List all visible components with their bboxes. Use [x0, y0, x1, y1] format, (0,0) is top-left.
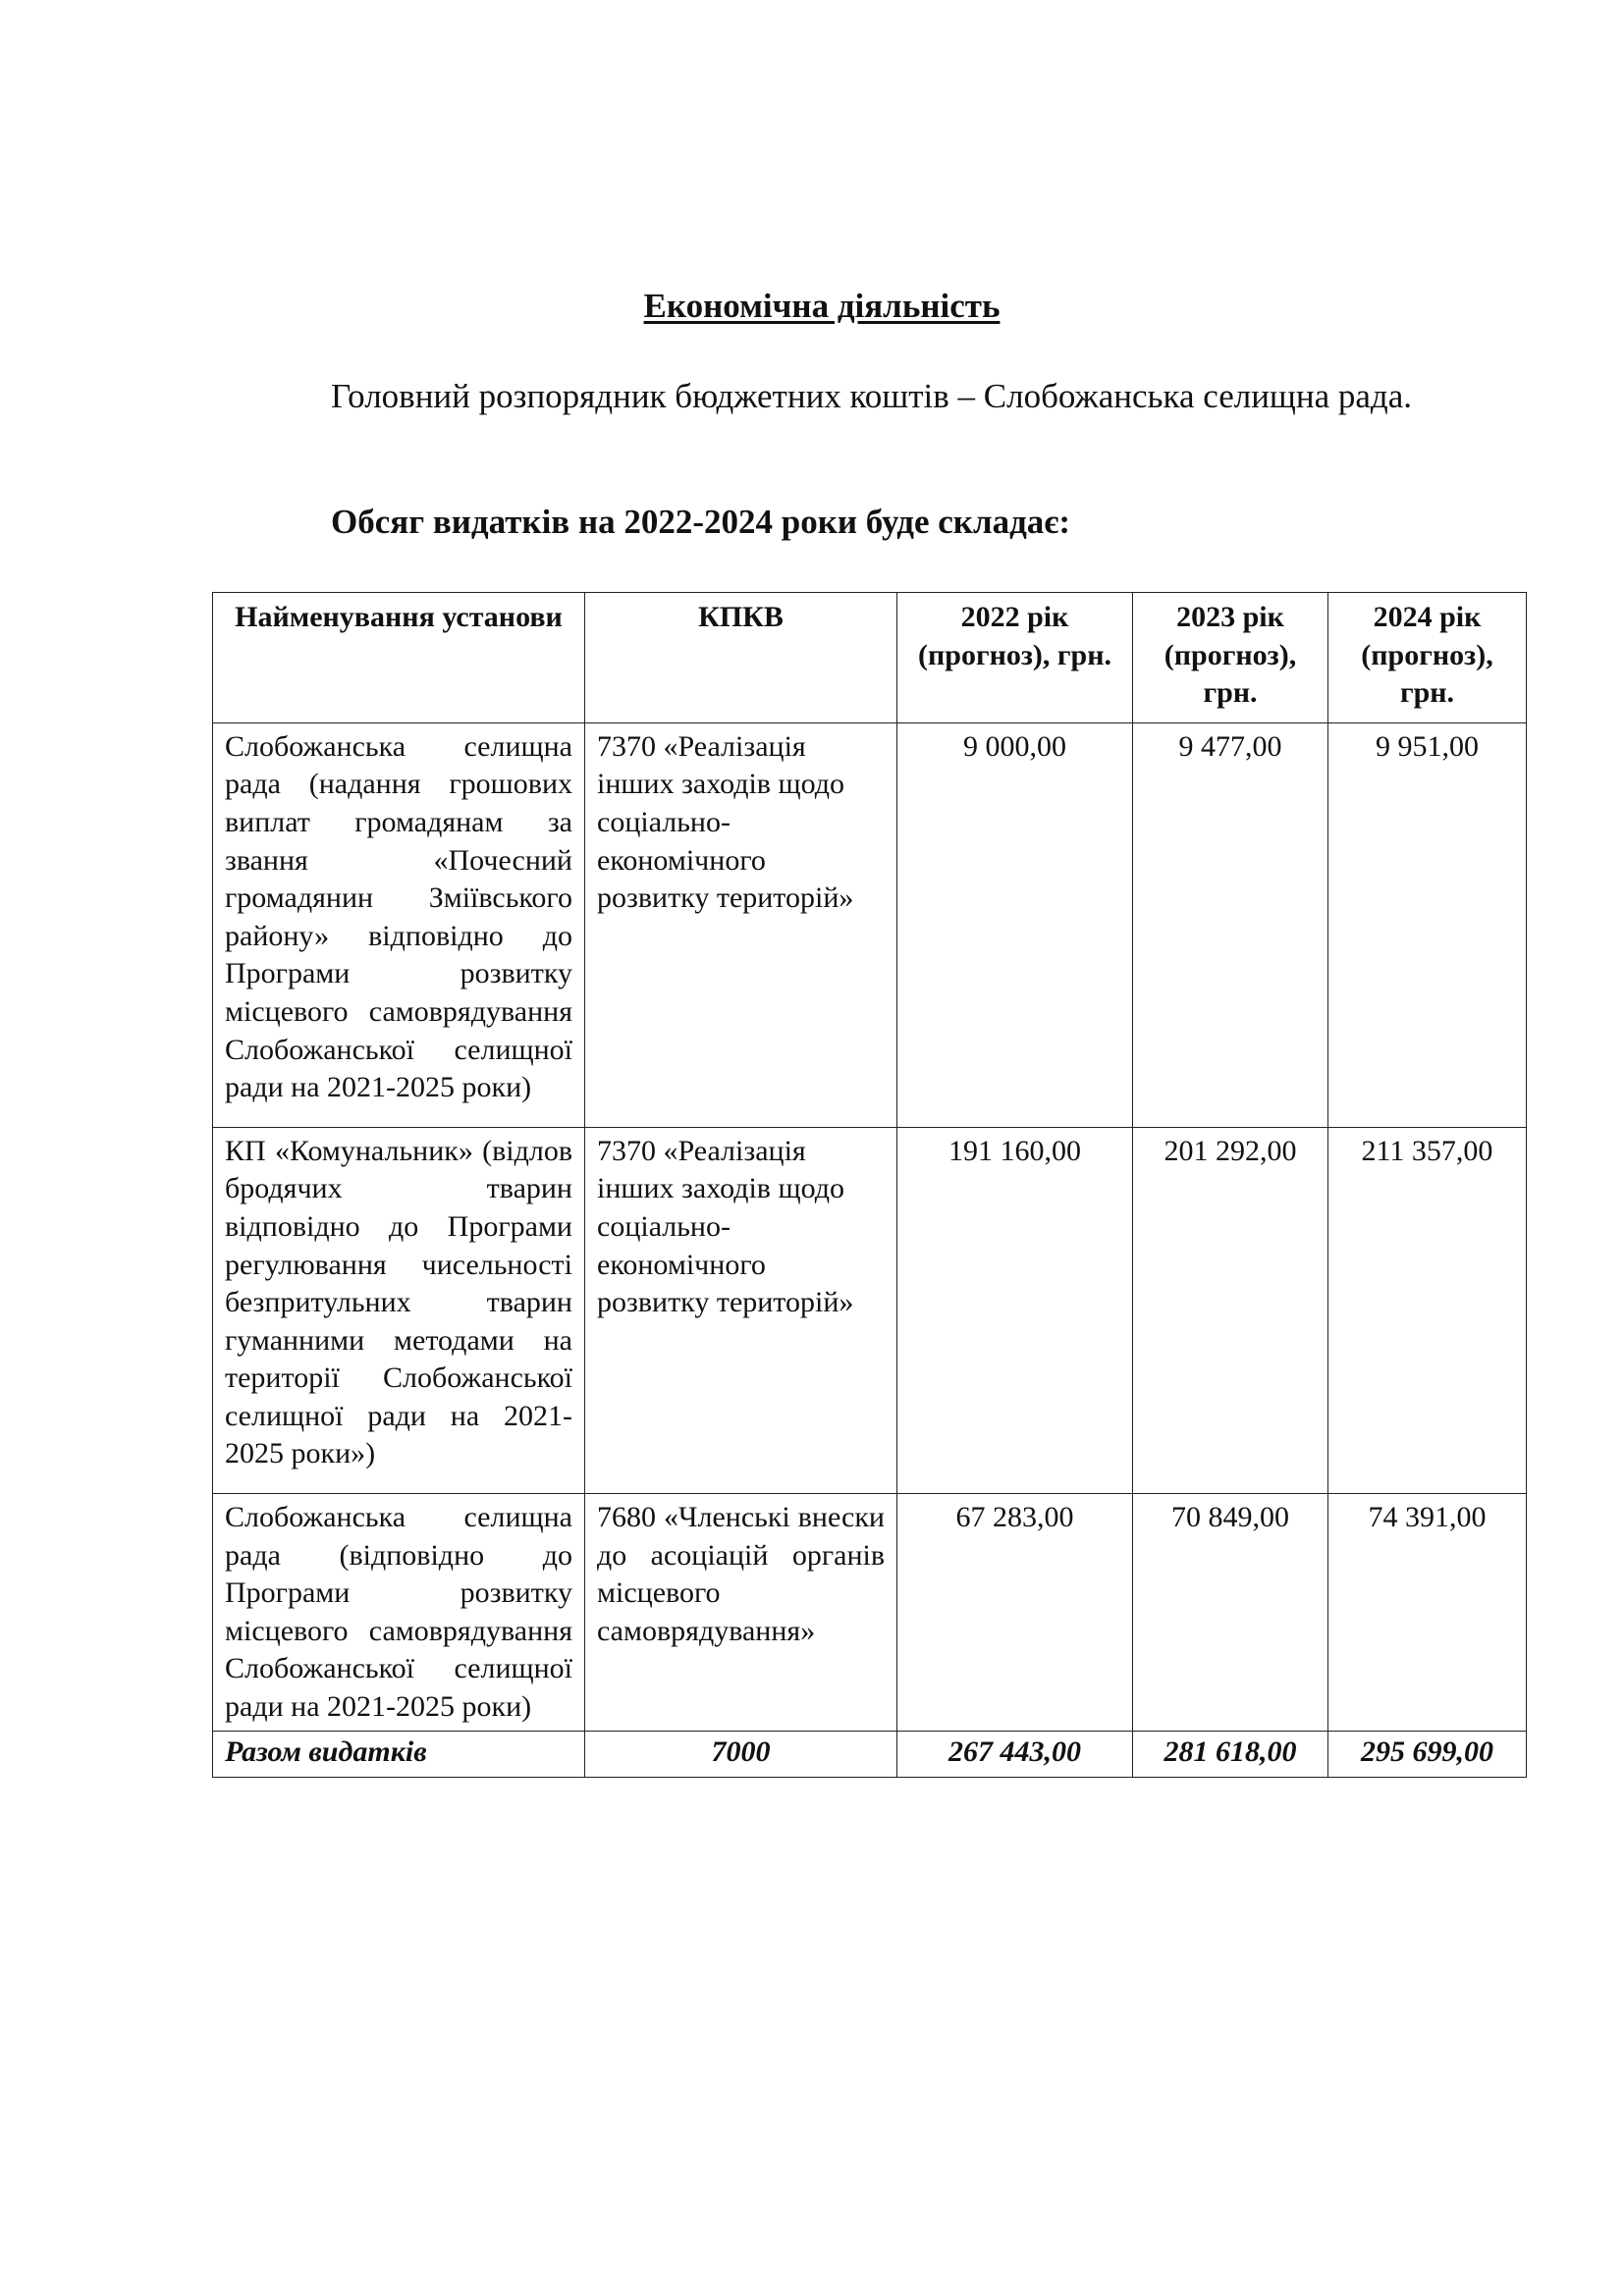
total-label: Разом видатків — [213, 1731, 585, 1778]
section-title — [0, 285, 1624, 328]
table-total-row — [213, 1731, 1527, 1778]
row-institution: Слобожанська селищна рада (відповідно до Програми розвитку місцевого самоврядування Слобожанської селищної ради на 2021-2025 роки) — [213, 1494, 585, 1732]
table-row — [213, 1494, 1527, 1732]
row-value-2024: 9 951,00 — [1328, 722, 1527, 1127]
expenditure-table — [212, 592, 1527, 1778]
row-value-2022: 191 160,00 — [897, 1127, 1133, 1493]
row-value-2024: 74 391,00 — [1328, 1494, 1527, 1732]
row-value-2022: 9 000,00 — [897, 722, 1133, 1127]
table-caption: Обсяг видатків на 2022-2024 роки буде складає: — [331, 503, 1071, 541]
total-2022: 267 443,00 — [897, 1731, 1133, 1778]
total-2024: 295 699,00 — [1328, 1731, 1527, 1778]
intro-paragraph: Головний розпорядник бюджетних коштів – Слобожанська селищна рада. — [331, 377, 1413, 415]
row-kpkv: 7370 «Реалізація інших заходів щодо соціально-економічного розвитку територій» — [585, 722, 897, 1127]
row-value-2023: 70 849,00 — [1133, 1494, 1328, 1732]
row-value-2023: 9 477,00 — [1133, 722, 1328, 1127]
row-kpkv: 7370 «Реалізація інших заходів щодо соціально-економічного розвитку територій» — [585, 1127, 897, 1493]
header-2024: 2024 рік (прогноз), грн. — [1328, 593, 1527, 723]
header-kpkv: КПКВ — [585, 593, 897, 723]
row-institution: Слобожанська селищна рада (надання грошових виплат громадянам за звання «Почесний громадянин Зміївського району» відповідно до Програми розвитку місцевого самоврядування Слобожанської селищної ради на 2021-2025 роки) — [213, 722, 585, 1127]
header-2022: 2022 рік (прогноз), грн. — [897, 593, 1133, 723]
table-row — [213, 722, 1527, 1127]
row-institution: КП «Комунальник» (відлов бродячих тварин відповідно до Програми регулювання чисельності безпритульних тварин гуманними методами на території Слобожанської селищної ради на 2021-2025 роки») — [213, 1127, 585, 1493]
table-header-row — [213, 593, 1527, 723]
section-title-text: Економічна діяльність — [643, 287, 1001, 325]
total-kpkv: 7000 — [585, 1731, 897, 1778]
header-institution: Найменування установи — [213, 593, 585, 723]
row-kpkv: 7680 «Членські внески до асоціацій органів місцевого самоврядування» — [585, 1494, 897, 1732]
row-value-2024: 211 357,00 — [1328, 1127, 1527, 1493]
row-value-2023: 201 292,00 — [1133, 1127, 1328, 1493]
row-value-2022: 67 283,00 — [897, 1494, 1133, 1732]
total-2023: 281 618,00 — [1133, 1731, 1328, 1778]
table-row — [213, 1127, 1527, 1493]
header-2023: 2023 рік (прогноз), грн. — [1133, 593, 1328, 723]
